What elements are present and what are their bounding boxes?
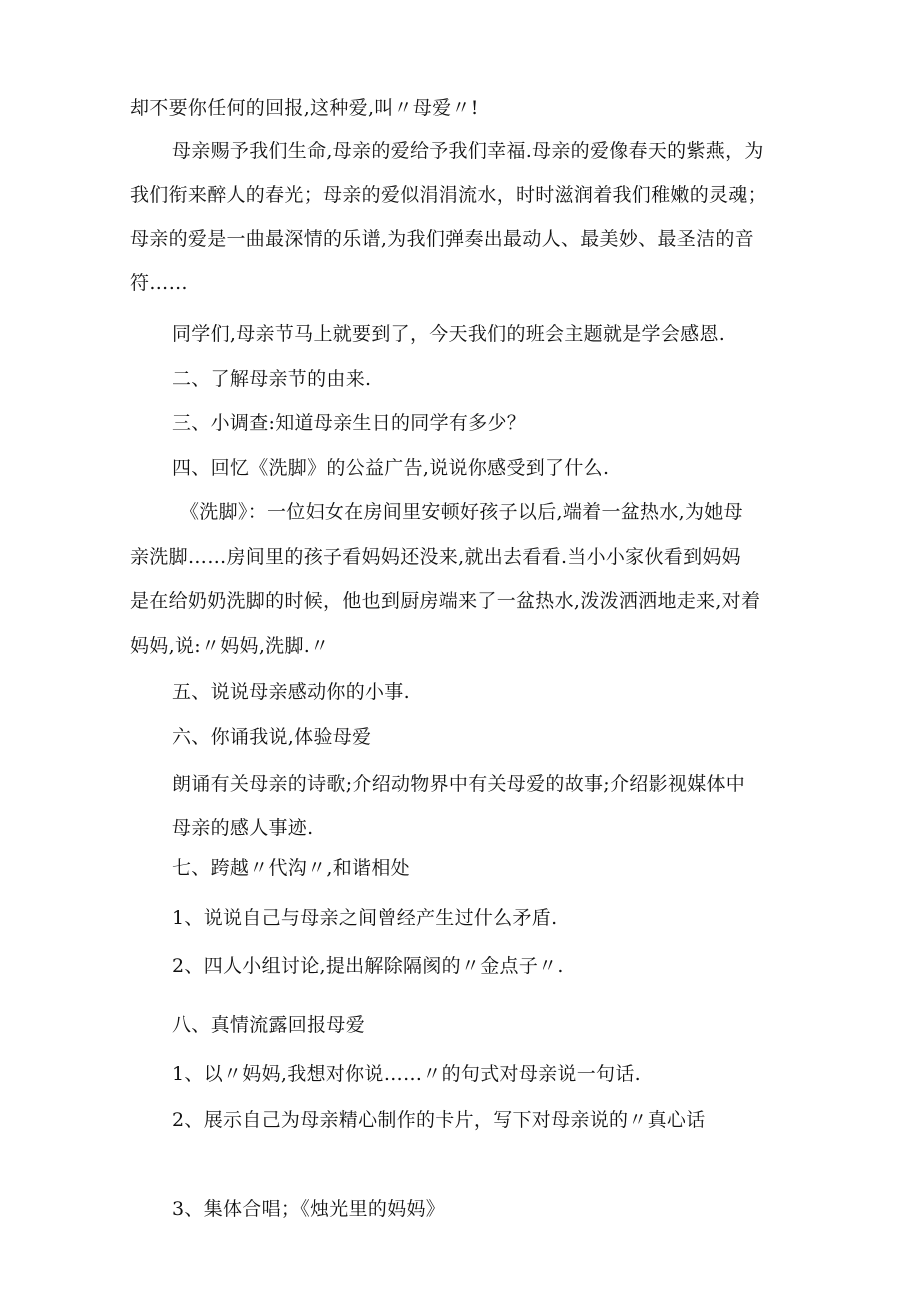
list-item: 1、以〃妈妈,我想对你说……〃的句式对母亲说一句话. [172, 1063, 641, 1085]
section-heading: 七、跨越〃代沟〃,和谐相处 [172, 857, 410, 879]
text-line: 我们衔来醉人的春光；母亲的爱似涓涓流水，时时滋润着我们稚嫩的灵魂； [130, 184, 767, 206]
section-heading: 八、真情流露回报母爱 [172, 1014, 366, 1036]
list-item: 1、说说自己与母亲之间曾经产生过什么矛盾. [172, 907, 558, 929]
list-item: 2、展示自己为母亲精心制作的卡片，写下对母亲说的〃真心话 [172, 1109, 706, 1131]
section-heading: 六、你诵我说,体验母爱 [172, 726, 372, 748]
list-item: 3、集体合唱；《烛光里的妈妈》 [172, 1198, 446, 1220]
list-item: 2、四人小组讨论,提出解除隔阂的〃金点子〃. [172, 955, 564, 977]
text-line: 《洗脚》：一位妇女在房间里安顿好孩子以后,端着一盆热水,为她母 [180, 501, 743, 523]
text-line: 符…… [130, 272, 188, 294]
section-heading: 二、了解母亲节的由来. [172, 368, 372, 390]
section-heading: 三、小调查:知道母亲生日的同学有多少？ [172, 412, 527, 434]
text-line: 妈妈,说:〃妈妈,洗脚.〃 [130, 635, 330, 657]
text-line: 朗诵有关母亲的诗歌;介绍动物界中有关母爱的故事;介绍影视媒体中 [172, 773, 746, 795]
text-line: 却不要你任何的回报,这种爱,叫〃母爱〃! [130, 97, 479, 119]
section-heading: 四、回忆《洗脚》的公益广告,说说你感受到了什么. [172, 457, 610, 479]
text-line: 母亲赐予我们生命,母亲的爱给予我们幸福.母亲的爱像春天的紫燕，为 [172, 140, 764, 162]
text-line: 是在给奶奶洗脚的时候，他也到厨房端来了一盆热水,泼泼洒洒地走来,对着 [130, 590, 761, 612]
section-heading: 五、说说母亲感动你的小事. [172, 681, 410, 703]
text-line: 亲洗脚……房间里的孩子看妈妈还没来,就出去看看.当小小家伙看到妈妈 [130, 546, 741, 568]
text-line: 母亲的感人事迹. [172, 817, 314, 839]
text-line: 母亲的爱是一曲最深情的乐谱,为我们弹奏出最动人、最美妙、最圣洁的音 [130, 228, 754, 250]
text-line: 同学们,母亲节马上就要到了，今天我们的班会主题就是学会感恩. [172, 323, 726, 345]
